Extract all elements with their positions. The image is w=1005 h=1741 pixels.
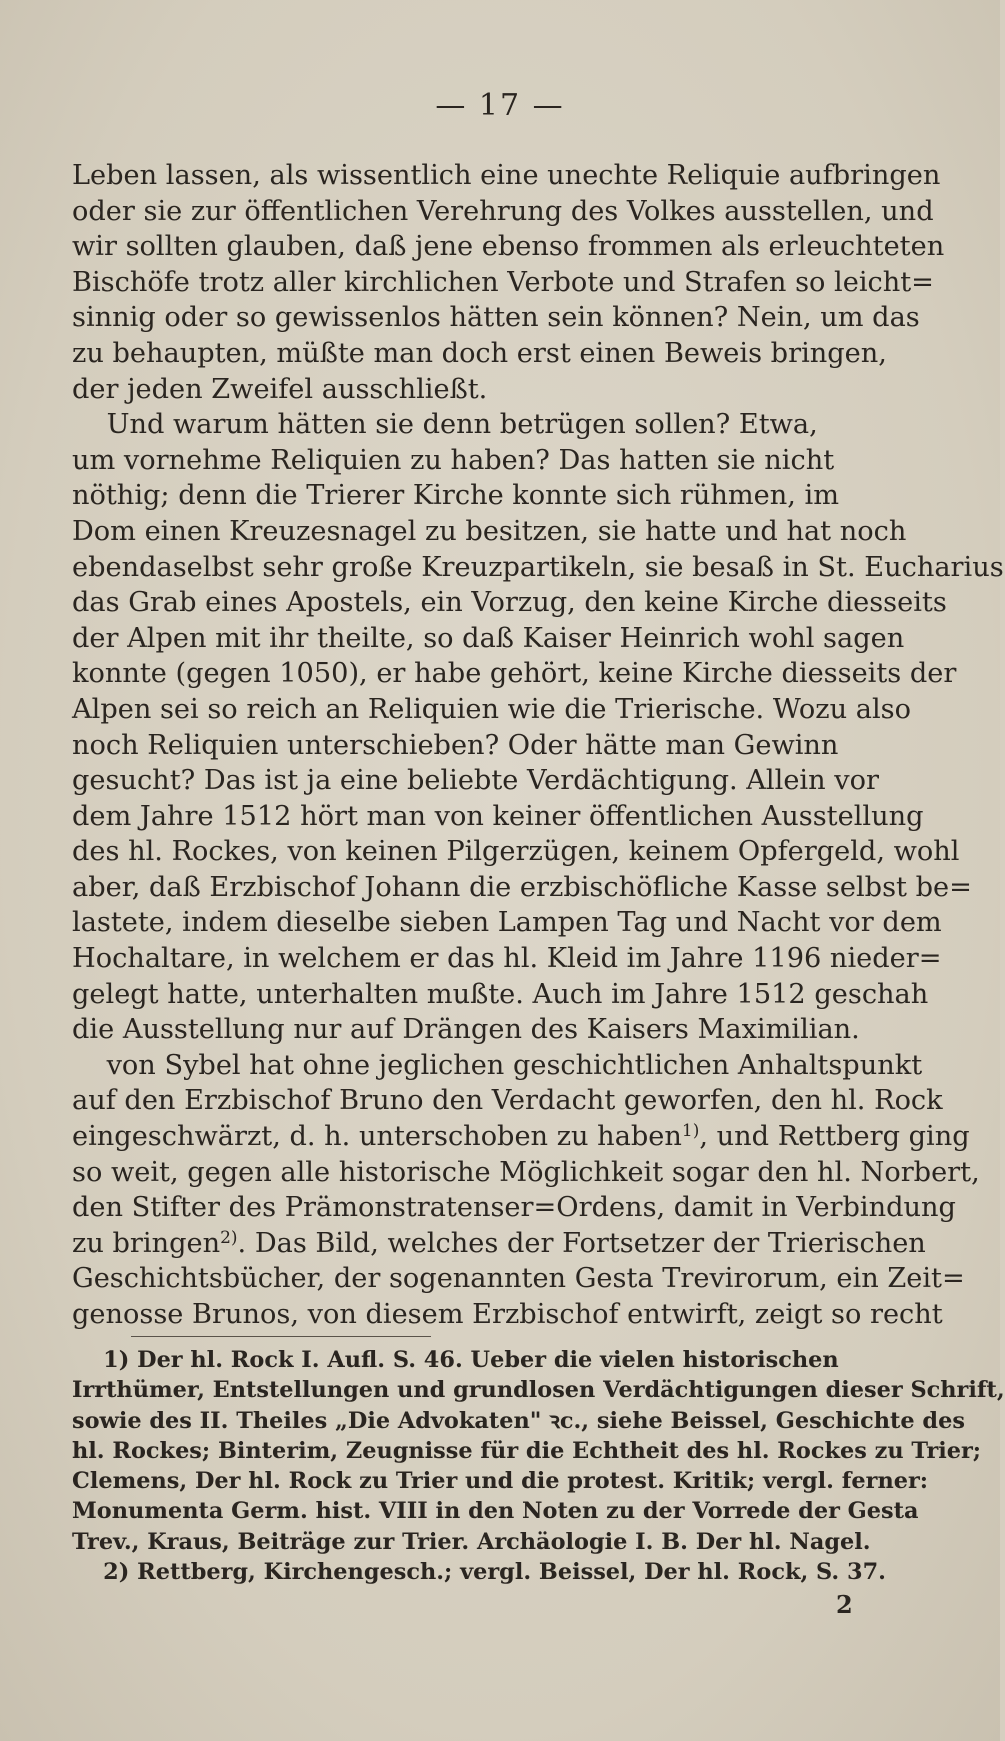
text-segment: zu bringen	[72, 1227, 221, 1259]
text-line: Dom einen Kreuzesnagel zu besitzen, sie hatte und hat noch	[72, 515, 907, 547]
text-line: oder sie zur öffentlichen Verehrung des Volkes ausstellen, und	[72, 195, 934, 227]
footnote-ref-1[interactable]: 1)	[681, 1121, 700, 1142]
text-line: ebendaselbst sehr große Kreuzpartikeln, sie besaß in St. Eucharius	[72, 551, 1004, 583]
text-line: auf den Erzbischof Bruno den Verdacht geworfen, den hl. Rock	[72, 1085, 943, 1117]
text-line: gelegt hatte, unterhalten mußte. Auch im Jahre 1512 geschah	[72, 978, 929, 1010]
text-line: Leben lassen, als wissentlich eine unechte Reliquie aufbringen	[72, 160, 941, 191]
text-line: das Grab eines Apostels, ein Vorzug, den keine Kirche diesseits	[72, 587, 947, 619]
footnote-line: sowie des II. Theiles „Die Advokaten" ꝛc., siehe Beissel, Geschichte des	[72, 1407, 965, 1434]
text-line: Geschichtsbücher, der sogenannten Gesta Trevirorum, ein Zeit=	[72, 1263, 965, 1295]
text-line: die Ausstellung nur auf Drängen des Kaisers Maximilian.	[72, 1014, 860, 1046]
text-line: gesucht? Das ist ja eine beliebte Verdächtigung. Allein vor	[72, 765, 879, 797]
text-line: genosse Brunos, von diesem Erzbischof entwirft, zeigt so recht	[72, 1299, 943, 1330]
text-line: den Stifter des Prämonstratenser=Ordens, damit in Verbindung	[72, 1192, 956, 1224]
text-line: von Sybel hat ohne jeglichen geschichtlichen Anhaltspunkt	[72, 1049, 923, 1081]
text-line: lastete, indem dieselbe sieben Lampen Tag und Nacht vor dem	[72, 907, 942, 939]
footnote-ref-2[interactable]: 2)	[220, 1227, 238, 1248]
text-line: Und warum hätten sie denn betrügen sollen? Etwa,	[72, 409, 818, 441]
text-segment: . Das Bild, welches der Fortsetzer der Trierischen	[237, 1227, 926, 1259]
text-segment: , und Rettberg ging	[699, 1121, 970, 1153]
text-line: sinnig oder so gewissenlos hätten sein können? Nein, um das	[72, 302, 920, 334]
footnote-line: Clemens, Der hl. Rock zu Trier und die protest. Kritik; vergl. ferner:	[72, 1468, 929, 1495]
text-line: der Alpen mit ihr theilte, so daß Kaiser Heinrich wohl sagen	[72, 622, 905, 654]
text-line: Bischöfe trotz aller kirchlichen Verbote und Strafen so leicht=	[72, 266, 934, 298]
text-line: der jeden Zweifel ausschließt.	[72, 373, 488, 405]
text-line: nöthig; denn die Trierer Kirche konnte sich rühmen, im	[72, 480, 840, 512]
text-line: Hochaltare, in welchem er das hl. Kleid im Jahre 1196 nieder=	[72, 943, 942, 975]
text-line	[72, 1226, 926, 1262]
footnote-line: 2) Rettberg, Kirchengesch.; vergl. Beissel, Der hl. Rock, S. 37.	[72, 1559, 886, 1586]
text-line: dem Jahre 1512 hört man von keiner öffentlichen Ausstellung	[72, 800, 924, 832]
text-line: um vornehme Reliquien zu haben? Das hatten sie nicht	[72, 444, 835, 476]
text-line: aber, daß Erzbischof Johann die erzbischöfliche Kasse selbst be=	[72, 871, 972, 903]
signature-mark: 2	[836, 1590, 853, 1619]
footnote-line: Monumenta Germ. hist. VIII in den Noten zu der Vorrede der Gesta	[72, 1498, 919, 1525]
footnote-line: Trev., Kraus, Beiträge zur Trier. Archäologie I. B. Der hl. Nagel.	[72, 1528, 871, 1555]
text-line: wir sollten glauben, daß jene ebenso frommen als erleuchteten	[72, 231, 945, 263]
footnote-divider	[131, 1336, 431, 1337]
page-number: — 17 —	[435, 88, 565, 123]
footnotes	[72, 1345, 1005, 1587]
footnote-line: hl. Rockes; Binterim, Zeugnisse für die Echtheit des hl. Rockes zu Trier;	[72, 1437, 982, 1464]
text-line: konnte (gegen 1050), er habe gehört, keine Kirche diesseits der	[72, 658, 957, 690]
text-line: Alpen sei so reich an Reliquien wie die Trierische. Wozu also	[72, 693, 912, 725]
body-text	[72, 158, 1004, 1333]
footnote-line: Irrthümer, Entstellungen und grundlosen Verdächtigungen dieser Schrift,	[72, 1377, 1005, 1404]
text-line: des hl. Rockes, von keinen Pilgerzügen, keinem Opfergeld, wohl	[72, 836, 960, 868]
text-line	[72, 1119, 970, 1155]
text-line: zu behaupten, müßte man doch erst einen Beweis bringen,	[72, 337, 887, 369]
text-segment: eingeschwärzt, d. h. unterschoben zu haben	[72, 1121, 682, 1153]
text-line: so weit, gegen alle historische Möglichkeit sogar den hl. Norbert,	[72, 1156, 980, 1188]
text-line: noch Reliquien unterschieben? Oder hätte man Gewinn	[72, 729, 839, 761]
footnote-line: 1) Der hl. Rock I. Aufl. S. 46. Ueber die vielen historischen	[72, 1347, 839, 1373]
